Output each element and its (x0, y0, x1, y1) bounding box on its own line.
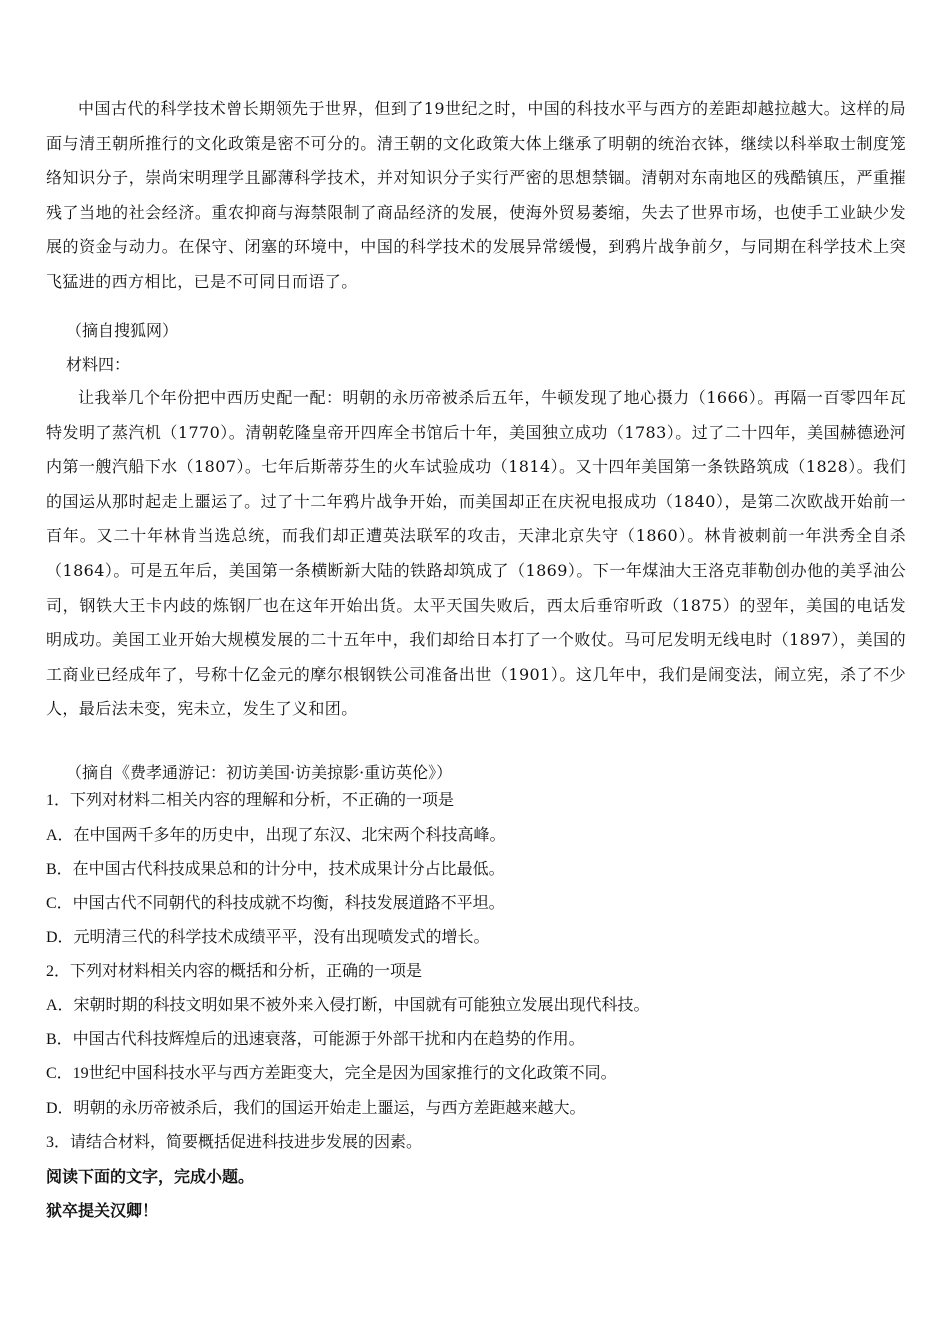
reading-title: 狱卒提关汉卿！ (46, 1201, 159, 1220)
question-1-option-b: B．在中国古代科技成果总和的计分中，技术成果计分占比最低。 (46, 861, 505, 878)
question-1-option-a: A．在中国两千多年的历史中，出现了东汉、北宋两个科技高峰。 (46, 827, 506, 844)
material-four-source: （摘自《费孝通游记：初访美国·访美掠影·重访英伦》） (66, 763, 453, 782)
question-2-option-c: C．19世纪中国科技水平与西方差距变大，完全是因为国家推行的文化政策不同。 (46, 1065, 617, 1082)
material-three-body: 中国古代的科学技术曾长期领先于世界，但到了19世纪之时，中国的科技水平与西方的差距却越拉越大。这样的局面与清王朝所推行的文化政策是密不可分的。清王朝的文化政策大体上继承了明朝的统治衣钵，继续以科举取士制度笼络知识分子，崇尚宋明理学且鄙薄科学技术，并对知识分子实行严密的思想禁锢。清朝对东南地区的残酷镇压，严重摧残了当地的社会经济。重农抑商与海禁限制了商品经济的发展，使海外贸易萎缩，失去了世界市场，也使手工业缺少发展的资金与动力。在保守、闭塞的环境中，中国的科学技术的发展异常缓慢，到鸦片战争前夕，与同期在科学技术上突飞猛进的西方相比，已是不可同日而语了。 (46, 99, 906, 291)
question-2-option-a: A．宋朝时期的科技文明如果不被外来入侵打断，中国就有可能独立发展出现代科技。 (46, 997, 650, 1014)
question-1-option-c: C．中国古代不同朝代的科技成就不均衡，科技发展道路不平坦。 (46, 895, 505, 912)
question-3-stem: 3．请结合材料，简要概括促进科技进步发展的因素。 (46, 1134, 423, 1151)
material-four-label: 材料四： (66, 355, 131, 374)
question-2-option-b: B．中国古代科技辉煌后的迅速衰落，可能源于外部干扰和内在趋势的作用。 (46, 1031, 585, 1048)
question-2-option-d: D．明朝的永历帝被杀后，我们的国运开始走上噩运，与西方差距越来越大。 (46, 1100, 586, 1117)
material-four-body: 让我举几个年份把中西历史配一配：明朝的永历帝被杀后五年，牛顿发现了地心摄力（1666）。再隔一百零四年瓦特发明了蒸汽机（1770）。清朝乾隆皇帝开四库全书馆后十年，美国独立成功（1783）。过了二十四年，美国赫德逊河内第一艘汽船下水（1807）。七年后斯蒂芬生的火车试验成功（1814）。又十四年美国第一条铁路筑成（1828）。我们的国运从那时起走上噩运了。过了十二年鸦片战争开始，而美国却正在庆祝电报成功（1840），是第二次欧战开始前一百年。又二十年林肯当选总统，而我们却正遭英法联军的攻击，天津北京失守（1860）。林肯被刺前一年洪秀全自杀（1864）。可是五年后，美国第一条横断新大陆的铁路却筑成了（1869）。下一年煤油大王洛克菲勒创办他的美孚油公司，钢铁大王卡内歧的炼钢厂也在这年开始出货。太平天国失败后，西太后垂帘听政（1875）的翌年，美国的电话发明成功。美国工业开始大规模发展的二十五年中，我们却给日本打了一个败仗。马可尼发明无线电时（1897），美国的工商业已经成年了，号称十亿金元的摩尔根钢铁公司准备出世（1901）。这几年中，我们是闹变法，闹立宪，杀了不少人，最后法未变，宪未立，发生了义和团。 (46, 388, 906, 719)
question-2-stem: 2．下列对材料相关内容的概括和分析，正确的一项是 (46, 963, 423, 980)
reading-instruction: 阅读下面的文字，完成小题。 (46, 1167, 255, 1186)
material-three-source: （摘自搜狐网） (66, 321, 179, 340)
question-1-stem: 1．下列对材料二相关内容的理解和分析，不正确的一项是 (46, 792, 455, 809)
question-1-option-d: D．元明清三代的科学技术成绩平平，没有出现喷发式的增长。 (46, 929, 490, 946)
